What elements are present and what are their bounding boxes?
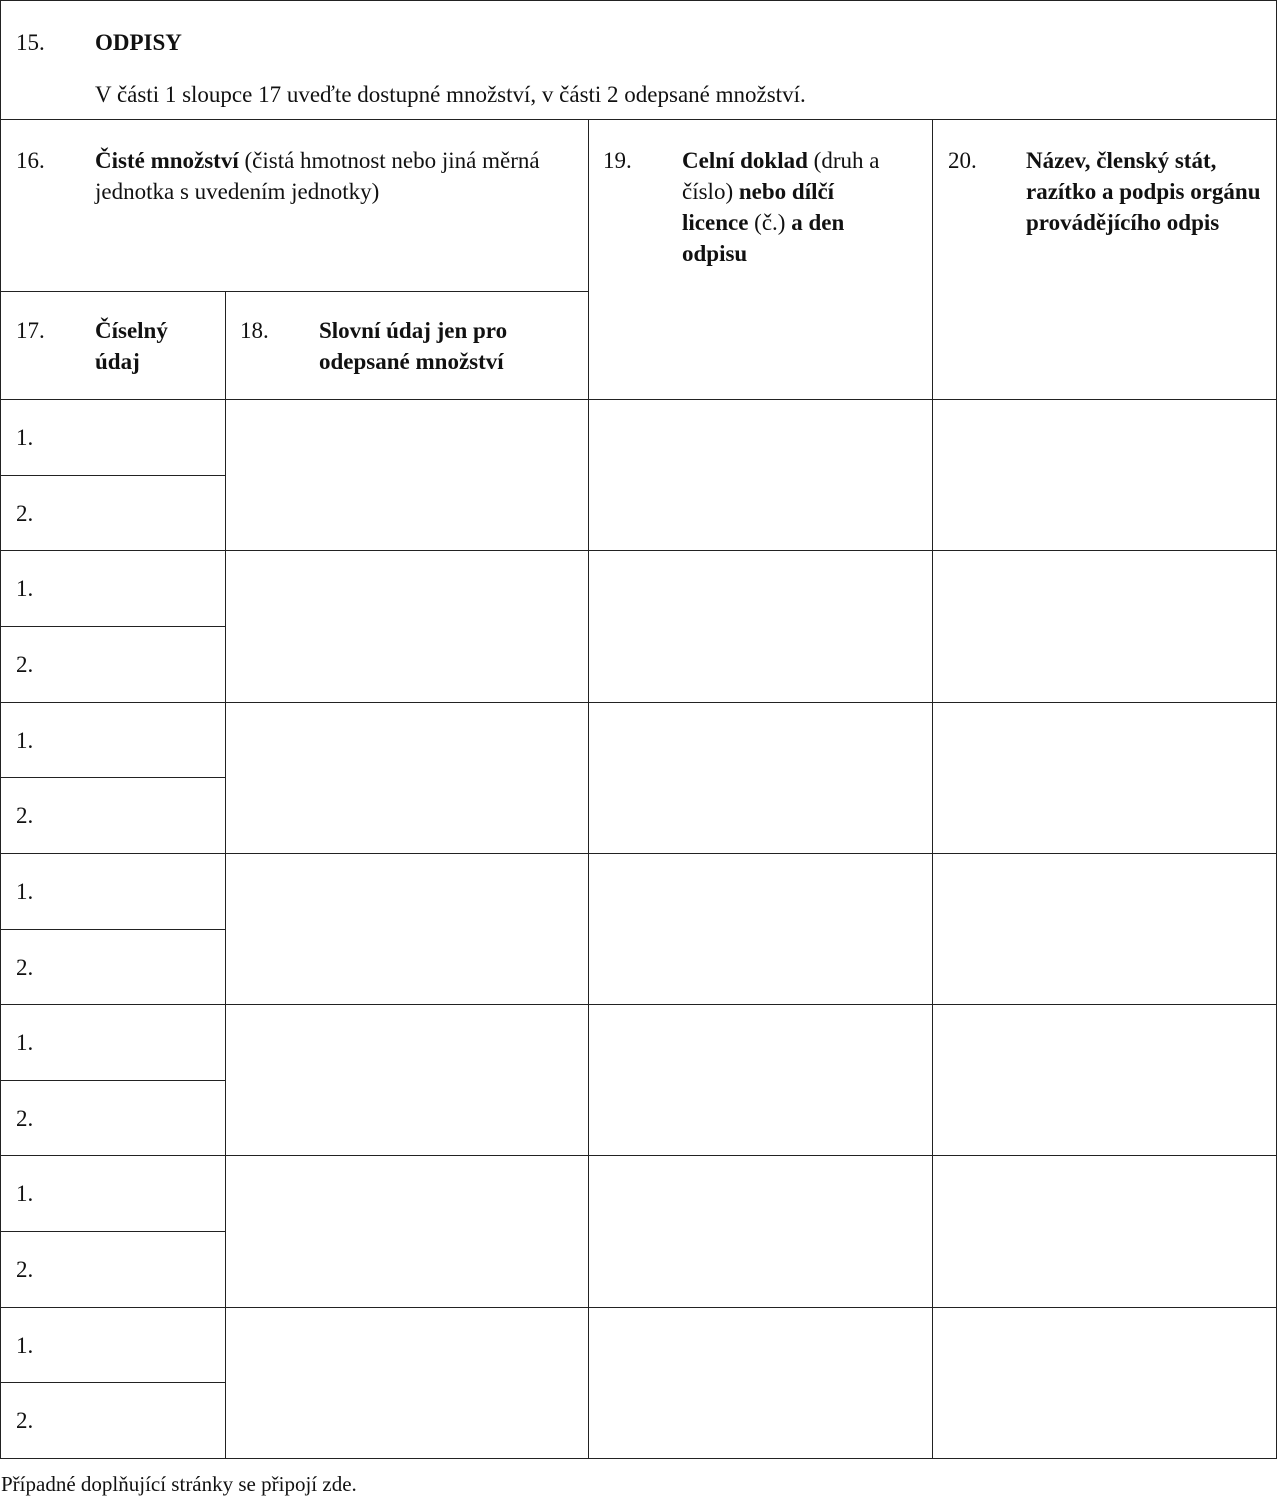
column-19-header bbox=[589, 119, 933, 399]
column-20-number: 20. bbox=[948, 147, 977, 173]
entry-4-authority[interactable] bbox=[933, 853, 1277, 1004]
entry-4-part-2[interactable] bbox=[1, 929, 226, 1005]
column-17-header bbox=[1, 292, 226, 400]
entry-6-words[interactable] bbox=[226, 1156, 589, 1307]
entry-5-part-1-label: 1. bbox=[16, 1030, 34, 1056]
column-19-number: 19. bbox=[603, 147, 632, 173]
entry-3-part-1[interactable] bbox=[1, 702, 226, 778]
entry-2-customs-document[interactable] bbox=[589, 551, 933, 702]
entry-1-part-2[interactable] bbox=[1, 475, 226, 551]
entry-7-words[interactable] bbox=[226, 1307, 589, 1458]
entry-3-part-2-label: 2. bbox=[16, 803, 34, 829]
entry-5-authority[interactable] bbox=[933, 1005, 1277, 1156]
entry-1-authority[interactable] bbox=[933, 400, 1277, 551]
entry-7-part-1[interactable] bbox=[1, 1307, 226, 1383]
column-20-header bbox=[933, 119, 1277, 399]
entry-7-customs-document[interactable] bbox=[589, 1307, 933, 1458]
entry-6-part-2-label: 2. bbox=[16, 1256, 34, 1282]
entry-5-part-2-label: 2. bbox=[16, 1105, 34, 1131]
entry-1-words[interactable] bbox=[226, 400, 589, 551]
entry-2-part-1[interactable] bbox=[1, 551, 226, 627]
column-19-label-normal-1: (druh a číslo) bbox=[682, 147, 880, 204]
entry-6-customs-document[interactable] bbox=[589, 1156, 933, 1307]
column-19-label-bold-1: Celní doklad bbox=[682, 147, 808, 173]
entry-2-words[interactable] bbox=[226, 551, 589, 702]
entry-2-part-2[interactable] bbox=[1, 627, 226, 703]
entry-6-part-2[interactable] bbox=[1, 1231, 226, 1307]
column-19-label-normal-2: (č.) bbox=[748, 209, 792, 235]
column-19-label bbox=[682, 145, 882, 269]
entry-7-part-2[interactable] bbox=[1, 1383, 226, 1459]
entry-4-customs-document[interactable] bbox=[589, 853, 933, 1004]
entry-4-part-2-label: 2. bbox=[16, 954, 34, 980]
entry-6-part-1-label: 1. bbox=[16, 1181, 34, 1207]
entry-2-part-1-label: 1. bbox=[16, 576, 34, 602]
entry-1-part-1[interactable] bbox=[1, 400, 226, 476]
entry-3-authority[interactable] bbox=[933, 702, 1277, 853]
entry-5-part-2[interactable] bbox=[1, 1080, 226, 1156]
column-17-number: 17. bbox=[16, 318, 45, 344]
column-18-label: Slovní údaj jen pro odepsané množství bbox=[319, 318, 508, 375]
entry-7-part-1-label: 1. bbox=[16, 1332, 34, 1358]
column-16-label-bold: Čisté množství bbox=[95, 147, 239, 173]
entry-7-part-2-label: 2. bbox=[16, 1408, 34, 1434]
section-15-cell bbox=[1, 1, 1277, 120]
entry-4-part-1[interactable] bbox=[1, 853, 226, 929]
column-19-label-bold-2: nebo dílčí licence bbox=[682, 178, 835, 235]
entry-3-customs-document[interactable] bbox=[589, 702, 933, 853]
entry-3-words[interactable] bbox=[226, 702, 589, 853]
column-18-number: 18. bbox=[240, 318, 269, 344]
entry-1-part-2-label: 2. bbox=[16, 500, 34, 526]
entry-3-part-2[interactable] bbox=[1, 778, 226, 854]
section-15-number: 15. bbox=[16, 30, 45, 55]
entry-5-words[interactable] bbox=[226, 1005, 589, 1156]
entry-4-part-1-label: 1. bbox=[16, 878, 34, 904]
entry-2-part-2-label: 2. bbox=[16, 652, 34, 678]
entry-6-authority[interactable] bbox=[933, 1156, 1277, 1307]
column-18-header bbox=[226, 292, 589, 400]
entry-2-authority[interactable] bbox=[933, 551, 1277, 702]
footer-note: Případné doplňující stránky se připojí zde. bbox=[1, 1472, 357, 1496]
column-19-label-bold-3: a den odpisu bbox=[682, 209, 845, 266]
column-16-number: 16. bbox=[16, 147, 45, 173]
entry-1-customs-document[interactable] bbox=[589, 400, 933, 551]
entry-5-part-1[interactable] bbox=[1, 1005, 226, 1081]
section-15-title: ODPISY bbox=[95, 30, 182, 55]
entry-7-authority[interactable] bbox=[933, 1307, 1277, 1458]
column-16-label-rest: (čistá hmotnost nebo jiná měrná jednotka s uvedením jednotky) bbox=[95, 147, 540, 204]
section-15-instruction: V části 1 sloupce 17 uveďte dostupné množství, v části 2 odepsané množství. bbox=[95, 82, 806, 107]
entry-6-part-1[interactable] bbox=[1, 1156, 226, 1232]
entry-3-part-1-label: 1. bbox=[16, 727, 34, 753]
entry-5-customs-document[interactable] bbox=[589, 1005, 933, 1156]
entry-1-part-1-label: 1. bbox=[16, 425, 34, 451]
column-16-label bbox=[95, 145, 575, 207]
column-17-label: Číselný údaj bbox=[95, 318, 168, 375]
entry-4-words[interactable] bbox=[226, 853, 589, 1004]
column-16-header bbox=[1, 119, 589, 291]
column-20-label: Název, členský stát, razítko a podpis orgánu provádějícího odpis bbox=[1026, 147, 1261, 235]
